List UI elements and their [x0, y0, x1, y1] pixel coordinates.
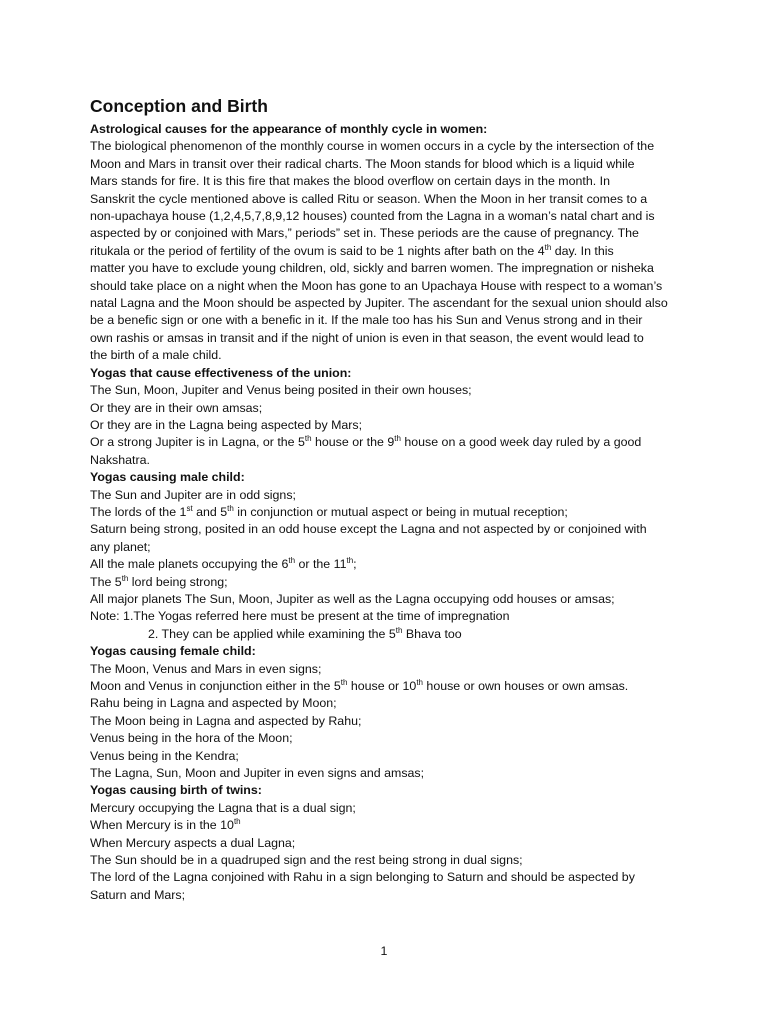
text-segment: Yogas causing birth of twins: — [90, 783, 262, 798]
text-segment: matter you have to exclude young children, old, sickly and barren women. The impregnation or nisheka — [90, 261, 654, 276]
text-segment: ; — [353, 557, 357, 572]
text-line — [90, 539, 680, 556]
text-segment: All major planets The Sun, Moon, Jupiter as well as the Lagna occupying odd houses or amsas; — [90, 591, 615, 606]
text-line — [90, 748, 680, 765]
text-line — [90, 191, 680, 208]
text-line — [90, 434, 680, 451]
superscript: th — [395, 625, 403, 635]
text-segment: aspected by or conjoined with Mars,” periods” set in. These periods are the cause of pregnancy. The — [90, 226, 639, 241]
text-line — [90, 504, 680, 521]
text-segment: and 5 — [192, 504, 228, 519]
text-segment: Note: 1.The Yogas referred here must be present at the time of impregnation — [90, 609, 510, 624]
text-line — [90, 417, 680, 434]
section-heading — [90, 469, 680, 486]
section-heading — [90, 121, 680, 138]
text-line — [90, 173, 680, 190]
text-segment: Or they are in their own amsas; — [90, 400, 263, 415]
text-segment: house or 10 — [347, 679, 417, 693]
text-segment: Or they are in the Lagna being aspected by Mars; — [90, 417, 363, 432]
text-line — [90, 487, 680, 504]
superscript: th — [416, 677, 423, 687]
text-line — [90, 591, 680, 608]
superscript: th — [288, 556, 296, 566]
text-segment: The biological phenomenon of the monthly course in women occurs in a cycle by the intersection of the — [90, 139, 655, 154]
text-segment: Saturn being strong, posited in an odd house except the Lagna and not aspected by or conjoined with — [90, 522, 647, 537]
text-segment: non-upachaya house (1,2,4,5,7,8,9,12 houses) counted from the Lagna in a woman’s natal chart and is — [90, 209, 655, 224]
text-line — [90, 260, 680, 277]
text-segment: be a benefic sign or one with a benefic in it. If the male too has his Sun and Venus strong and in their — [90, 313, 643, 328]
text-line — [90, 243, 680, 260]
text-line — [90, 278, 680, 295]
section-heading — [90, 782, 680, 799]
text-segment: natal Lagna and the Moon should be aspected by Jupiter. The ascendant for the sexual union should also — [90, 296, 668, 311]
text-line — [90, 817, 680, 834]
text-segment: Mars stands for fire. It is this fire that makes the blood overflow on certain days in the month. In — [90, 174, 610, 189]
text-line — [90, 661, 680, 678]
text-segment: All the male planets occupying the 6 — [90, 557, 289, 572]
text-line — [90, 521, 680, 538]
text-line — [90, 156, 680, 173]
text-line — [90, 765, 680, 782]
text-segment: Mercury occupying the Lagna that is a dual sign; — [90, 800, 356, 815]
page-number: 1 — [380, 944, 388, 958]
text-line — [90, 556, 680, 573]
text-line — [90, 678, 680, 695]
superscript: th — [121, 573, 129, 583]
text-line — [90, 835, 680, 852]
text-line — [90, 400, 680, 417]
text-segment: Venus being in the hora of the Moon; — [90, 731, 293, 746]
superscript: th — [394, 434, 401, 444]
text-segment: Yogas causing female child: — [90, 644, 256, 659]
superscript: th — [304, 434, 312, 444]
text-segment: The lords of the 1 — [90, 504, 187, 519]
text-segment: ritukala or the period of fertility of the ovum is said to be 1 nights after bath on the 4 — [90, 243, 545, 258]
text-segment: The Sun should be in a quadruped sign and the rest being strong in dual signs; — [90, 853, 523, 868]
text-segment: When Mercury is in the 10 — [90, 818, 234, 833]
text-segment: The Sun and Jupiter are in odd signs; — [90, 487, 296, 502]
text-line — [90, 330, 680, 347]
text-line — [90, 695, 680, 712]
superscript: th — [340, 677, 348, 687]
text-line — [90, 347, 680, 364]
text-segment: The lord of the Lagna conjoined with Rahu in a sign belonging to Saturn and should be aspected by — [90, 870, 635, 885]
section-heading — [90, 365, 680, 382]
text-segment: should take place on a night when the Moon has gone to an Upachaya House with respect to a woman’s — [90, 278, 663, 293]
text-line — [90, 713, 680, 730]
text-segment: The Moon being in Lagna and aspected by Rahu; — [90, 713, 362, 728]
section-heading — [90, 643, 680, 660]
text-line — [90, 608, 680, 625]
text-segment: Or a strong Jupiter is in Lagna, or the 5 — [90, 435, 305, 450]
text-segment: house on a good week day ruled by a good — [400, 435, 642, 450]
text-segment: house or own houses or own amsas. — [422, 679, 629, 693]
text-line — [90, 887, 680, 904]
text-segment: Astrological causes for the appearance of monthly cycle in women: — [90, 122, 488, 136]
text-segment: Yogas causing male child: — [90, 470, 245, 485]
text-line — [90, 225, 680, 242]
text-segment: The Sun, Moon, Jupiter and Venus being posited in their own houses; — [90, 383, 472, 398]
text-line — [90, 452, 680, 469]
text-segment: The Moon, Venus and Mars in even signs; — [90, 661, 322, 676]
text-segment: Venus being in the Kendra; — [90, 748, 239, 763]
text-segment: Nakshatra. — [90, 452, 150, 467]
text-line — [90, 852, 680, 869]
text-segment: day. In this — [551, 243, 614, 258]
text-segment: Rahu being in Lagna and aspected by Moon; — [90, 696, 337, 711]
text-segment: the birth of a male child. — [90, 348, 222, 363]
text-line — [90, 800, 680, 817]
superscript: st — [186, 503, 193, 513]
superscript: th — [233, 817, 241, 827]
text-line — [90, 574, 680, 591]
superscript: th — [346, 556, 354, 566]
superscript: th — [227, 503, 234, 513]
text-segment: own rashis or amsas in transit and if the night of union is even in that season, the event would lead to — [90, 330, 644, 345]
document-body — [90, 94, 680, 904]
text-segment: lord being strong; — [128, 574, 228, 589]
text-segment: any planet; — [90, 539, 151, 554]
text-segment: house or the 9 — [311, 435, 395, 450]
superscript: th — [544, 242, 552, 252]
text-segment: in conjunction or mutual aspect or being in mutual reception; — [233, 504, 568, 519]
text-line — [90, 138, 680, 155]
text-line — [90, 382, 680, 399]
text-line — [90, 730, 680, 747]
text-lines — [90, 121, 680, 904]
text-line — [90, 295, 680, 312]
text-segment: or the 11 — [295, 557, 347, 572]
text-segment: Moon and Mars in transit over their radical charts. The Moon stands for blood which is a liquid while — [90, 156, 635, 171]
text-line — [90, 208, 680, 225]
text-line — [90, 626, 680, 643]
text-segment: 2. They can be applied while examining the 5 — [148, 626, 396, 641]
text-segment: Moon and Venus in conjunction either in the 5 — [90, 679, 341, 693]
text-segment: Sanskrit the cycle mentioned above is called Ritu or season. When the Moon in her transit comes to a — [90, 191, 648, 206]
text-segment: Bhava too — [402, 626, 462, 641]
text-segment: When Mercury aspects a dual Lagna; — [90, 835, 296, 850]
text-line — [90, 869, 680, 886]
text-segment: Yogas that cause effectiveness of the union: — [90, 365, 352, 380]
text-line — [90, 312, 680, 329]
text-segment: The 5 — [90, 574, 122, 589]
text-segment: The Lagna, Sun, Moon and Jupiter in even signs and amsas; — [90, 766, 425, 781]
document-title: Conception and Birth — [90, 96, 268, 116]
text-segment: Saturn and Mars; — [90, 887, 186, 902]
